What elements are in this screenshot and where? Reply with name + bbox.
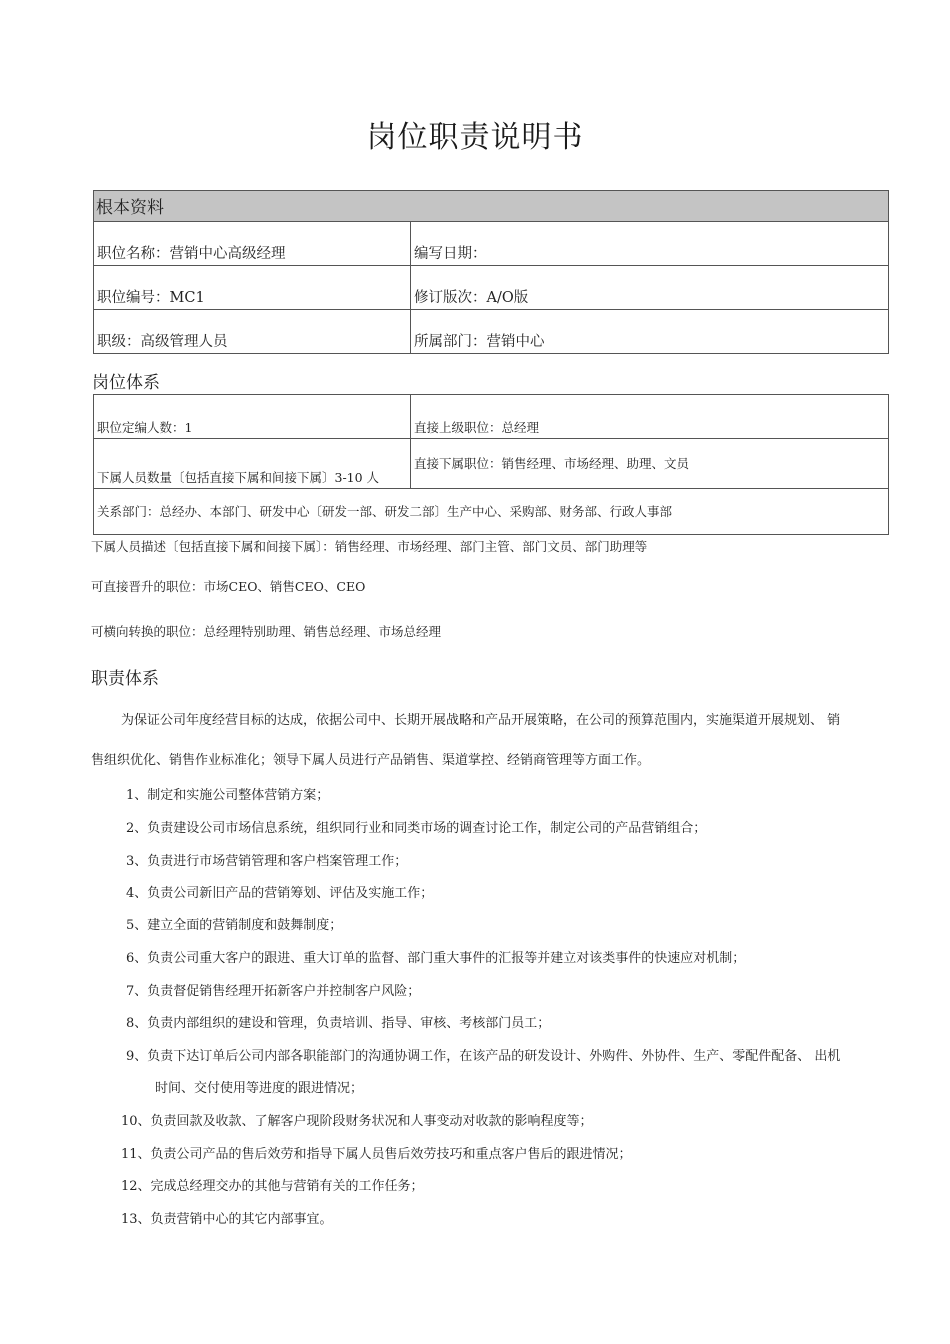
grade-cell: 职级：高级管理人员: [94, 310, 411, 354]
duty-item-9: 9、负责下达订单后公司内部各职能部门的沟通协调工作，在该产品的研发设计、外购件、外协件、生产、零配件配备、 出机: [126, 1049, 841, 1064]
duty-item-4: 4、负责公司新旧产品的营销筹划、评估及实施工作；: [126, 886, 434, 901]
related-depts-cell: 关系部门：总经办、本部门、研发中心〔研发一部、研发二部〕生产中心、采购部、财务部、行政人事部: [94, 489, 889, 535]
basic-info-table: [93, 190, 889, 354]
duty-item-12: 12、完成总经理交办的其他与营销有关的工作任务；: [121, 1179, 424, 1194]
rotation-positions: 可横向转换的职位：总经理特别助理、销售总经理、市场总经理: [91, 624, 442, 639]
position-system-table: [93, 394, 889, 535]
duty-intro-line2: 售组织优化、销售作业标准化；领导下属人员进行产品销售、渠道掌控、经销商管理等方面工作。: [91, 753, 651, 768]
subordinate-count-cell: 下属人员数量〔包括直接下属和间接下属〕3-10 人: [94, 439, 411, 489]
compile-date-cell: 编写日期：: [411, 222, 889, 266]
position-name-cell: 职位名称：营销中心高级经理: [94, 222, 411, 266]
duty-item-10: 10、负责回款及收款、了解客户现阶段财务状况和人事变动对收款的影响程度等；: [121, 1114, 593, 1129]
superior-cell: 直接上级职位：总经理: [411, 395, 889, 439]
duty-item-8: 8、负责内部组织的建设和管理，负责培训、指导、审核、考核部门员工；: [126, 1016, 551, 1031]
position-system-label: 岗位体系: [92, 373, 160, 393]
subordinate-description: 下属人员描述〔包括直接下属和间接下属〕：销售经理、市场经理、部门主管、部门文员、部门助理等: [91, 539, 648, 554]
duty-item-2: 2、负责建设公司市场信息系统，组织同行业和同类市场的调查讨论工作，制定公司的产品营销组合；: [126, 821, 707, 836]
duty-item-9-continued: 时间、交付使用等进度的跟进情况；: [155, 1081, 364, 1096]
duty-item-7: 7、负责督促销售经理开拓新客户并控制客户风险；: [126, 984, 421, 999]
direct-reports-cell: 直接下属职位：销售经理、市场经理、助理、文员: [411, 439, 889, 489]
duty-intro-line1: 为保证公司年度经营目标的达成，依据公司中、长期开展战略和产品开展策略，在公司的预算范围内，实施渠道开展规划、 销: [121, 713, 841, 728]
document-title: 岗位职责说明书: [366, 120, 584, 155]
duty-item-13: 13、负责营销中心的其它内部事宜。: [121, 1212, 333, 1227]
revision-cell: 修订版次：A/O版: [411, 266, 889, 310]
duty-item-5: 5、建立全面的营销制度和鼓舞制度；: [126, 918, 343, 933]
promotion-positions: 可直接晋升的职位：市场CEO、销售CEO、CEO: [91, 579, 366, 594]
duty-item-11: 11、负责公司产品的售后效劳和指导下属人员售后效劳技巧和重点客户售后的跟进情况；: [121, 1147, 632, 1162]
duty-item-6: 6、负责公司重大客户的跟进、重大订单的监督、部门重大事件的汇报等并建立对该类事件的快速应对机制；: [126, 951, 746, 966]
basic-info-header: 根本资料: [94, 191, 889, 222]
duty-item-3: 3、负责进行市场营销管理和客户档案管理工作；: [126, 854, 408, 869]
duty-item-1: 1、制定和实施公司整体营销方案；: [126, 788, 330, 803]
headcount-cell: 职位定编人数：1: [94, 395, 411, 439]
position-code-cell: 职位编号：MC1: [94, 266, 411, 310]
duty-system-label: 职责体系: [91, 669, 159, 689]
department-cell: 所属部门：营销中心: [411, 310, 889, 354]
